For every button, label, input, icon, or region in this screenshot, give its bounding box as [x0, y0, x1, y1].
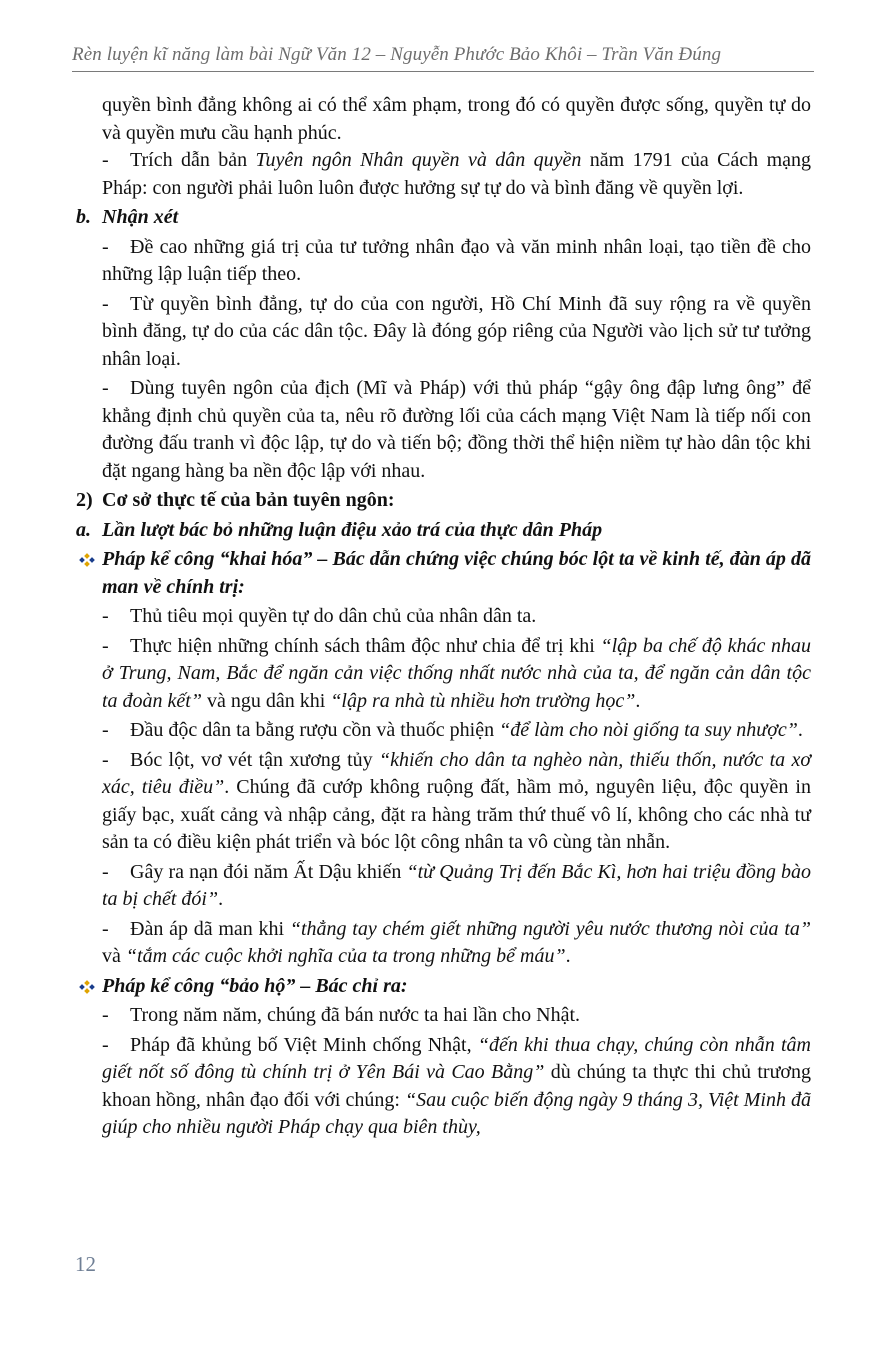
- list-item: - Trích dẫn bản Tuyên ngôn Nhân quyền và dân quyền năm 1791 của Cách mạng Pháp: con người phải luôn luôn được hưởng sự tự do và bình đăng về quyền lợi.: [102, 149, 812, 199]
- paragraph: quyền bình đẳng không ai có thể xâm phạm, trong đó có quyền được sống, quyền tự do và quyền mưu cầu hạnh phúc.: [102, 94, 811, 144]
- list-item: - Dùng tuyên ngôn của địch (Mĩ và Pháp) với thủ pháp “gậy ông đập lưng ông” để khẳng định chủ quyền của ta, nêu rõ đường lối của cách mạng Việt Nam là tiếp nối con đường đấu tranh vì độc lập, tự do và tiến bộ; đồng thời thể hiện niềm tự hào dân tộc khi đặt ngang hàng ba nền độc lập với nhau.: [102, 377, 811, 482]
- list-item: - Đề cao những giá trị của tư tưởng nhân đạo và văn minh nhân loại, tạo tiền đề cho những lập luận tiếp theo.: [102, 235, 811, 285]
- section-heading-2: 2) Cơ sở thực tế của bản tuyên ngôn:: [76, 489, 395, 511]
- header-divider: [72, 71, 814, 72]
- page-body: [76, 92, 811, 1144]
- page-number: 12: [75, 1252, 96, 1276]
- diamond-bullet-item: Pháp kể công “bảo hộ” – Bác chỉ ra:: [76, 973, 811, 1001]
- running-header: Rèn luyện kĩ năng làm bài Ngữ Văn 12 – Nguyễn Phước Bảo Khôi – Trần Văn Đúng: [72, 44, 722, 65]
- diamond-bullet-icon: [76, 980, 102, 994]
- list-item: - Đầu độc dân ta bằng rượu cồn và thuốc phiện “để làm cho nòi giống ta suy nhược”.: [102, 719, 803, 741]
- list-item: - Từ quyền bình đẳng, tự do của con người, Hồ Chí Minh đã suy rộng ra về quyền bình đăng, tự do của các dân tộc. Đây là đóng góp riêng của Người vào lịch sử tư tưởng nhân loại.: [102, 292, 811, 370]
- list-item: - Gây ra nạn đói năm Ất Dậu khiến “từ Quảng Trị đến Bắc Kì, hơn hai triệu đồng bào ta bị chết đói”.: [102, 860, 811, 910]
- list-item: - Pháp đã khủng bố Việt Minh chống Nhật, “đến khi thua chạy, chúng còn nhẫn tâm giết nốt số đông tù chính trị ở Yên Bái và Cao Bằng” dù chúng ta thực thi chủ trương khoan hồng, nhân đạo đối với chúng: “Sau cuộc biến động ngày 9 tháng 3, Việt Minh đã giúp cho nhiều người Pháp chạy qua biên thùy,: [102, 1033, 811, 1138]
- list-item: - Trong năm năm, chúng đã bán nước ta hai lần cho Nhật.: [102, 1004, 581, 1026]
- section-heading-b: b. Nhận xét: [76, 206, 179, 228]
- section-heading-a: a. Lần lượt bác bỏ những luận điệu xảo trá của thực dân Pháp: [76, 518, 603, 541]
- list-item: - Bóc lột, vơ vét tận xương tủy “khiến cho dân ta nghèo nàn, thiếu thốn, nước ta xơ xác, tiêu điều”. Chúng đã cướp không ruộng đất, hầm mỏ, nguyên liệu, độc quyền in giấy bạc, xuất cảng và nhập cảng, đặt ra hàng trăm thứ thuế vô lí, không cho các nhà tư sản ta có điều kiện phát triển và bóc lột công nhân ta vô cùng tàn nhẫn.: [102, 748, 811, 853]
- diamond-bullet-item: Pháp kể công “khai hóa” – Bác dẫn chứng việc chúng bóc lột ta về kinh tế, đàn áp dã man về chính trị:: [76, 546, 811, 601]
- list-item: - Thủ tiêu mọi quyền tự do dân chủ của nhân dân ta.: [102, 605, 537, 627]
- list-item: - Thực hiện những chính sách thâm độc như chia để trị khi “lập ba chế độ khác nhau ở Trung, Nam, Bắc để ngăn cản việc thống nhất nước nhà của ta, để ngăn cản dân tộc ta đoàn kết” và ngu dân khi “lập ra nhà tù nhiều hơn trường học”.: [102, 634, 812, 712]
- diamond-bullet-icon: [76, 553, 102, 567]
- list-item: - Đàn áp dã man khi “thẳng tay chém giết những người yêu nước thương nòi của ta” và “tắm các cuộc khởi nghĩa của ta trong những bể máu”.: [102, 917, 811, 967]
